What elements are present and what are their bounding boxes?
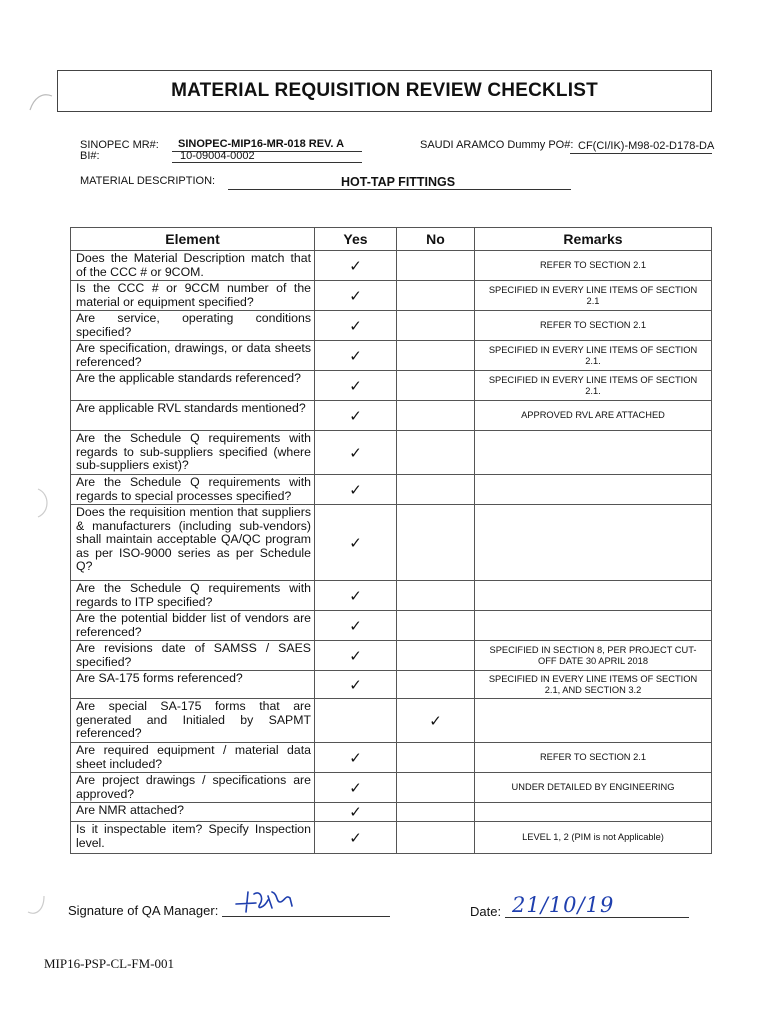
row-no-check	[397, 431, 475, 475]
table-row	[71, 822, 712, 854]
row-no-check	[397, 371, 475, 401]
material-description-label: MATERIAL DESCRIPTION:	[80, 175, 216, 187]
bi-label: BI#:	[80, 150, 100, 162]
row-remarks	[475, 505, 712, 581]
row-yes-check: ✓	[315, 281, 397, 311]
row-element: Is the CCC # or 9CCM number of the material or equipment specified?	[71, 281, 315, 311]
row-yes-check: ✓	[315, 401, 397, 431]
table-row	[71, 251, 712, 281]
row-no-check	[397, 822, 475, 854]
signature-label: Signature of QA Manager:	[68, 903, 219, 918]
row-element: Are special SA-175 forms that are generated and Initialed by SAPMT referenced?	[71, 699, 315, 743]
bi-underline	[172, 162, 362, 163]
row-remarks: SPECIFIED IN SECTION 8, PER PROJECT CUT-OFF DATE 30 APRIL 2018	[475, 641, 712, 671]
material-description-value: HOT-TAP FITTINGS	[341, 175, 456, 189]
table-row	[71, 431, 712, 475]
row-yes-check: ✓	[315, 505, 397, 581]
row-yes-check: ✓	[315, 773, 397, 803]
row-remarks: LEVEL 1, 2 (PIM is not Applicable)	[475, 822, 712, 854]
row-element: Is it inspectable item? Specify Inspection level.	[71, 822, 315, 854]
row-yes-check: ✓	[315, 475, 397, 505]
row-no-check: ✓	[397, 699, 475, 743]
row-remarks: APPROVED RVL ARE ATTACHED	[475, 401, 712, 431]
header-remarks: Remarks	[475, 228, 712, 251]
row-element: Are service, operating conditions specified?	[71, 311, 315, 341]
row-no-check	[397, 671, 475, 699]
row-remarks: REFER TO SECTION 2.1	[475, 743, 712, 773]
row-element: Are the Schedule Q requirements with regards to sub-suppliers specified (where sub-suppliers exist)?	[71, 431, 315, 475]
scan-mark-top	[26, 86, 56, 116]
page-title: MATERIAL REQUISITION REVIEW CHECKLIST	[171, 80, 598, 101]
date-line	[505, 917, 689, 918]
row-element: Are project drawings / specifications are approved?	[71, 773, 315, 803]
row-no-check	[397, 475, 475, 505]
row-element: Are the applicable standards referenced?	[71, 371, 315, 401]
row-remarks	[475, 581, 712, 611]
row-no-check	[397, 401, 475, 431]
signed-date: 21/10/19	[512, 893, 615, 917]
row-element: Are SA-175 forms referenced?	[71, 671, 315, 699]
row-no-check	[397, 581, 475, 611]
row-yes-check: ✓	[315, 371, 397, 401]
table-row	[71, 475, 712, 505]
mr-value: SINOPEC-MIP16-MR-018 REV. A	[178, 138, 345, 150]
checklist-table	[70, 227, 712, 854]
row-yes-check: ✓	[315, 431, 397, 475]
row-no-check	[397, 341, 475, 371]
row-element: Are the Schedule Q requirements with regards to ITP specified?	[71, 581, 315, 611]
form-code: MIP16-PSP-CL-FM-001	[44, 956, 175, 971]
row-yes-check: ✓	[315, 251, 397, 281]
table-row	[71, 371, 712, 401]
row-remarks: REFER TO SECTION 2.1	[475, 251, 712, 281]
po-label: SAUDI ARAMCO Dummy PO#:	[420, 139, 574, 151]
table-row	[71, 641, 712, 671]
row-yes-check: ✓	[315, 581, 397, 611]
header-element: Element	[71, 228, 315, 251]
table-row	[71, 803, 712, 822]
row-no-check	[397, 611, 475, 641]
row-element: Are specification, drawings, or data sheets referenced?	[71, 341, 315, 371]
row-element: Are NMR attached?	[71, 803, 315, 822]
title-box	[57, 70, 712, 112]
row-yes-check: ✓	[315, 341, 397, 371]
date-label: Date:	[470, 904, 502, 919]
qa-manager-signature	[234, 884, 296, 918]
row-remarks	[475, 803, 712, 822]
table-row	[71, 311, 712, 341]
row-no-check	[397, 773, 475, 803]
table-row	[71, 611, 712, 641]
row-yes-check: ✓	[315, 671, 397, 699]
row-no-check	[397, 803, 475, 822]
row-element: Does the requisition mention that suppliers & manufacturers (including sub-vendors) shall maintain acceptable QA/QC program as per ISO-9000 series as per Schedule Q?	[71, 505, 315, 581]
row-element: Are the potential bidder list of vendors are referenced?	[71, 611, 315, 641]
bi-value: 10-09004-0002	[180, 150, 255, 162]
table-row	[71, 671, 712, 699]
mr-label: SINOPEC MR#:	[80, 139, 159, 151]
row-remarks: REFER TO SECTION 2.1	[475, 311, 712, 341]
row-remarks: SPECIFIED IN EVERY LINE ITEMS OF SECTION 2.1.	[475, 341, 712, 371]
row-no-check	[397, 281, 475, 311]
row-remarks: SPECIFIED IN EVERY LINE ITEMS OF SECTION 2.1	[475, 281, 712, 311]
row-no-check	[397, 251, 475, 281]
row-no-check	[397, 311, 475, 341]
table-header-row	[71, 228, 712, 251]
material-description-underline	[228, 189, 571, 190]
row-remarks	[475, 611, 712, 641]
row-yes-check: ✓	[315, 311, 397, 341]
row-remarks	[475, 475, 712, 505]
scan-mark-bottom	[24, 892, 50, 918]
row-yes-check: ✓	[315, 803, 397, 822]
table-row	[71, 401, 712, 431]
scan-mark-middle	[30, 486, 54, 520]
table-row	[71, 743, 712, 773]
row-element: Are applicable RVL standards mentioned?	[71, 401, 315, 431]
row-no-check	[397, 641, 475, 671]
row-yes-check: ✓	[315, 822, 397, 854]
row-element: Are the Schedule Q requirements with regards to special processes specified?	[71, 475, 315, 505]
table-row	[71, 505, 712, 581]
row-yes-check	[315, 699, 397, 743]
row-remarks: SPECIFIED IN EVERY LINE ITEMS OF SECTION 2.1, AND SECTION 3.2	[475, 671, 712, 699]
row-yes-check: ✓	[315, 743, 397, 773]
po-value: CF(CI/IK)-M98-02-D178-DA	[578, 140, 715, 152]
row-no-check	[397, 743, 475, 773]
table-row	[71, 281, 712, 311]
header-no: No	[397, 228, 475, 251]
po-underline	[570, 153, 712, 154]
row-remarks	[475, 699, 712, 743]
row-yes-check: ✓	[315, 611, 397, 641]
table-row	[71, 341, 712, 371]
row-remarks: UNDER DETAILED BY ENGINEERING	[475, 773, 712, 803]
header-yes: Yes	[315, 228, 397, 251]
row-element: Does the Material Description match that of the CCC # or 9COM.	[71, 251, 315, 281]
row-remarks	[475, 431, 712, 475]
row-no-check	[397, 505, 475, 581]
table-row	[71, 699, 712, 743]
table-row	[71, 581, 712, 611]
row-yes-check: ✓	[315, 641, 397, 671]
row-remarks: SPECIFIED IN EVERY LINE ITEMS OF SECTION 2.1.	[475, 371, 712, 401]
row-element: Are required equipment / material data sheet included?	[71, 743, 315, 773]
row-element: Are revisions date of SAMSS / SAES specified?	[71, 641, 315, 671]
table-row	[71, 773, 712, 803]
